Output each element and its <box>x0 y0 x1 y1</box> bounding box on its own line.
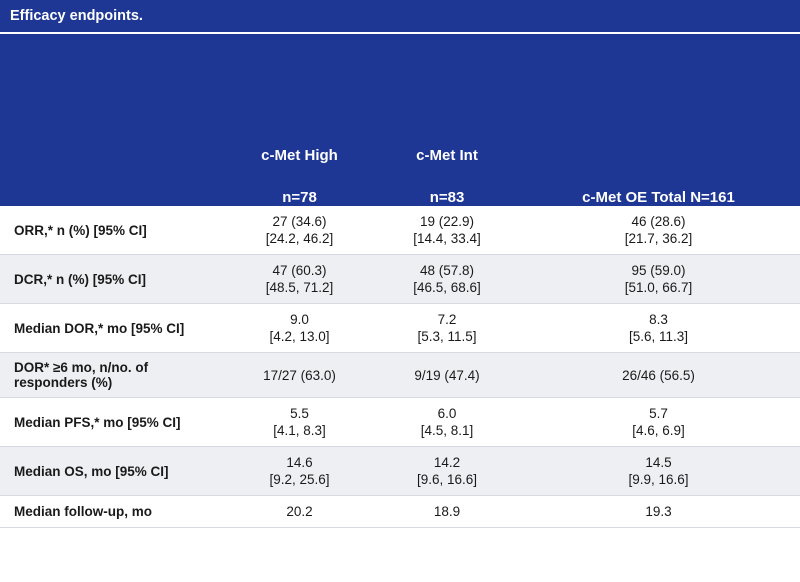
row-value-cell <box>222 353 377 398</box>
row-label: Median follow-up, mo <box>14 504 152 519</box>
header-n-corner-cell <box>0 164 222 206</box>
value-confidence-interval: [21.7, 36.2] <box>624 231 693 246</box>
row-value-cell <box>377 447 517 496</box>
row-label: Median DOR,* mo [95% CI] <box>14 320 185 336</box>
value-main: 48 (57.8) <box>419 263 475 278</box>
header-n-c-met-high: n=78 <box>282 189 317 206</box>
value-main: 14.2 <box>433 455 461 470</box>
header-n-row <box>0 164 800 206</box>
row-value-cell <box>517 255 800 304</box>
value-main: 14.6 <box>286 455 313 470</box>
value-confidence-interval: [4.6, 6.9] <box>632 423 685 438</box>
row-label: Median OS, mo [95% CI] <box>14 463 169 479</box>
row-value-cell <box>517 206 800 255</box>
value-confidence-interval: [24.2, 46.2] <box>265 231 334 246</box>
value-confidence-interval: [9.6, 16.6] <box>416 472 478 487</box>
value-main: 27 (34.6) <box>272 214 327 229</box>
value-confidence-interval: [48.5, 71.2] <box>265 280 334 295</box>
row-label: Median PFS,* mo [95% CI] <box>14 414 181 430</box>
row-value-cell <box>222 398 377 447</box>
value-main: 46 (28.6) <box>631 214 686 229</box>
value-main: 26/46 (56.5) <box>622 367 695 383</box>
value-main: 5.5 <box>290 406 309 421</box>
value-confidence-interval: [46.5, 68.6] <box>413 280 481 295</box>
table-row <box>0 255 800 304</box>
value-main: 7.2 <box>437 312 457 327</box>
value-main: 9.0 <box>290 312 309 327</box>
value-confidence-interval: [14.4, 33.4] <box>413 231 481 246</box>
value-main: 6.0 <box>437 406 457 421</box>
table-row <box>0 304 800 353</box>
row-label: ORR,* n (%) [95% CI] <box>14 222 147 238</box>
table-row <box>0 496 800 528</box>
row-value-cell <box>517 496 800 528</box>
value-main: 20.2 <box>286 504 313 519</box>
row-value-cell <box>222 304 377 353</box>
value-confidence-interval: [9.9, 16.6] <box>628 472 689 487</box>
value-confidence-interval: [9.2, 25.6] <box>269 472 330 487</box>
value-main: 9/19 (47.4) <box>414 367 480 383</box>
row-value-cell <box>377 398 517 447</box>
header-group-c-met-int <box>377 34 517 164</box>
row-value-cell <box>222 255 377 304</box>
row-value-cell <box>517 447 800 496</box>
header-corner-cell <box>0 34 222 164</box>
row-value-cell <box>377 255 517 304</box>
value-confidence-interval: [5.6, 11.3] <box>628 329 689 344</box>
value-confidence-interval: [4.5, 8.1] <box>420 423 474 438</box>
table-header-block <box>0 34 800 206</box>
value-main: 47 (60.3) <box>272 263 327 278</box>
header-group-row <box>0 34 800 164</box>
table-row <box>0 353 800 398</box>
value-main: 14.5 <box>645 455 672 470</box>
row-label: DCR,* n (%) [95% CI] <box>14 271 147 287</box>
table-row <box>0 447 800 496</box>
row-value-cell <box>377 353 517 398</box>
header-group-total <box>517 34 800 164</box>
value-main: 18.9 <box>433 504 461 519</box>
row-value-cell <box>517 353 800 398</box>
row-value-cell <box>222 206 377 255</box>
row-value-cell <box>222 447 377 496</box>
row-label: DOR* ≥6 mo, n/no. of responders (%) <box>14 360 149 390</box>
value-main: 5.7 <box>649 406 668 421</box>
value-main: 19 (22.9) <box>419 214 475 229</box>
value-confidence-interval: [4.2, 13.0] <box>269 329 330 344</box>
table-row <box>0 206 800 255</box>
header-n-total: c-Met OE Total N=161 <box>582 189 735 206</box>
value-main: 8.3 <box>649 312 668 327</box>
row-value-cell <box>517 398 800 447</box>
value-main: 17/27 (63.0) <box>263 367 336 383</box>
row-value-cell <box>377 496 517 528</box>
table-row <box>0 398 800 447</box>
row-value-cell <box>377 304 517 353</box>
value-confidence-interval: [4.1, 8.3] <box>273 423 326 438</box>
value-main: 95 (59.0) <box>631 263 686 278</box>
header-n-c-met-int: n=83 <box>429 189 465 206</box>
header-group-c-met-high <box>222 34 377 164</box>
row-value-cell <box>222 496 377 528</box>
table-caption: Efficacy endpoints. <box>0 0 800 34</box>
header-group-label: c-Met Int <box>416 147 478 164</box>
row-value-cell <box>377 206 517 255</box>
value-confidence-interval: [51.0, 66.7] <box>624 280 693 295</box>
value-confidence-interval: [5.3, 11.5] <box>417 329 477 344</box>
header-group-label: c-Met High <box>261 147 338 164</box>
value-main: 19.3 <box>645 504 672 519</box>
table-header <box>0 34 800 206</box>
row-value-cell <box>517 304 800 353</box>
table-body <box>0 206 800 528</box>
